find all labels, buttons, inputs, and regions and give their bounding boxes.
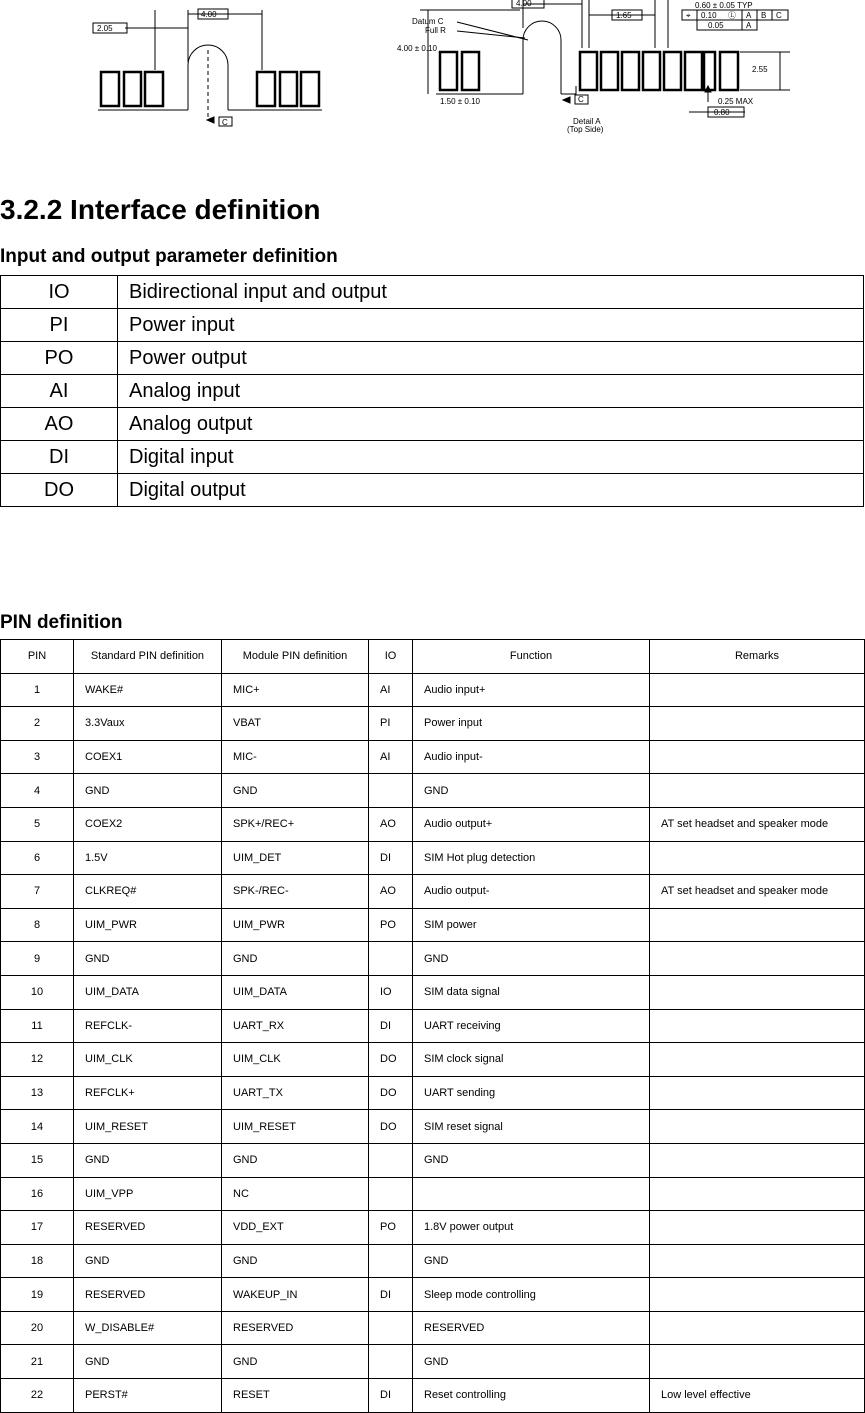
pad	[301, 72, 319, 106]
io-type: DI	[369, 841, 413, 875]
table-row	[1, 807, 865, 841]
table-row	[1, 1143, 865, 1177]
pin-number: 16	[1, 1177, 74, 1211]
position-symbol: ⌖	[686, 11, 691, 20]
standard-pin: RESERVED	[74, 1211, 222, 1245]
module-pin: GND	[222, 1143, 369, 1177]
table-row	[1, 1379, 865, 1413]
frame-modifier: Ⓛ	[728, 11, 736, 20]
function: SIM power	[413, 908, 650, 942]
module-pin: SPK+/REC+	[222, 807, 369, 841]
function: Audio input+	[413, 673, 650, 707]
standard-pin: UIM_VPP	[74, 1177, 222, 1211]
frame-datum: A	[746, 21, 752, 30]
module-pin: UIM_CLK	[222, 1043, 369, 1077]
pin-number: 20	[1, 1311, 74, 1345]
standard-pin: RESERVED	[74, 1278, 222, 1312]
io-description: Power output	[118, 342, 864, 375]
pin-number: 12	[1, 1043, 74, 1077]
standard-pin: GND	[74, 942, 222, 976]
table-row	[1, 774, 865, 808]
pad	[257, 72, 275, 106]
io-type	[369, 1311, 413, 1345]
remarks	[650, 841, 865, 875]
header-module-pin: Module PIN definition	[222, 640, 369, 674]
function: GND	[413, 942, 650, 976]
full-r-label: Full R	[425, 26, 446, 35]
pin-definition-table	[0, 639, 865, 1413]
io-description: Analog input	[118, 375, 864, 408]
pad	[440, 52, 457, 90]
table-row	[1, 875, 865, 909]
pin-number: 8	[1, 908, 74, 942]
frame-value: 0.10	[701, 11, 717, 20]
module-pin: WAKEUP_IN	[222, 1278, 369, 1312]
module-pin: GND	[222, 774, 369, 808]
function: RESERVED	[413, 1311, 650, 1345]
pin-number: 7	[1, 875, 74, 909]
table-row	[1, 975, 865, 1009]
datum-label: C	[222, 118, 228, 127]
remarks	[650, 942, 865, 976]
pad	[280, 72, 297, 106]
function: Audio output+	[413, 807, 650, 841]
io-type: DO	[369, 1076, 413, 1110]
io-description: Power input	[118, 309, 864, 342]
io-description: Analog output	[118, 408, 864, 441]
standard-pin: CLKREQ#	[74, 875, 222, 909]
function: GND	[413, 1143, 650, 1177]
io-type	[369, 774, 413, 808]
io-type: DO	[369, 1043, 413, 1077]
pin-number: 17	[1, 1211, 74, 1245]
header-standard-pin: Standard PIN definition	[74, 640, 222, 674]
remarks	[650, 1345, 865, 1379]
frame-datum: A	[746, 11, 752, 20]
detail-title: Detail A	[573, 117, 601, 126]
pad	[720, 52, 738, 90]
table-row	[1, 908, 865, 942]
standard-pin: PERST#	[74, 1379, 222, 1413]
base-label: 1.50 ± 0.10	[440, 97, 480, 106]
step	[561, 86, 576, 94]
io-type: DI	[369, 1379, 413, 1413]
table-row	[1, 841, 865, 875]
height-label: 4.00 ± 0.10	[397, 44, 437, 53]
module-pin: VDD_EXT	[222, 1211, 369, 1245]
table-row	[1, 441, 864, 474]
remarks: AT set headset and speaker mode	[650, 875, 865, 909]
io-type: DI	[369, 1278, 413, 1312]
detail-subtitle: (Top Side)	[567, 125, 604, 134]
header-pin: PIN	[1, 640, 74, 674]
standard-pin: REFCLK-	[74, 1009, 222, 1043]
table-row	[1, 673, 865, 707]
table-row	[1, 1076, 865, 1110]
function: Audio output-	[413, 875, 650, 909]
pin-table-body	[1, 673, 865, 1412]
module-pin: UIM_DET	[222, 841, 369, 875]
pin-number: 10	[1, 975, 74, 1009]
key-notch	[523, 21, 561, 94]
table-row	[1, 309, 864, 342]
header-remarks: Remarks	[650, 640, 865, 674]
io-code: DO	[1, 474, 118, 507]
table-row	[1, 1244, 865, 1278]
remarks: Low level effective	[650, 1379, 865, 1413]
table-row	[1, 1278, 865, 1312]
dim-label: 2.05	[97, 24, 113, 33]
pin-number: 3	[1, 740, 74, 774]
pin-number: 14	[1, 1110, 74, 1144]
pin-number: 5	[1, 807, 74, 841]
io-description: Digital input	[118, 441, 864, 474]
table-row	[1, 740, 865, 774]
io-type	[369, 1244, 413, 1278]
remarks	[650, 740, 865, 774]
pad	[101, 72, 119, 106]
dim-label: 4.00	[201, 10, 217, 19]
module-pin: UIM_RESET	[222, 1110, 369, 1144]
pin-number: 4	[1, 774, 74, 808]
standard-pin: UIM_CLK	[74, 1043, 222, 1077]
pin-number: 21	[1, 1345, 74, 1379]
pitch-label: 0.80	[714, 108, 730, 117]
datum-arrow	[563, 97, 570, 103]
section-title: 3.2.2 Interface definition	[0, 194, 321, 225]
pad	[462, 52, 479, 90]
table-row	[1, 1110, 865, 1144]
remarks	[650, 1278, 865, 1312]
remarks	[650, 673, 865, 707]
table-row	[1, 1211, 865, 1245]
module-pin: GND	[222, 942, 369, 976]
remarks	[650, 707, 865, 741]
function: GND	[413, 1244, 650, 1278]
pin-number: 6	[1, 841, 74, 875]
function: GND	[413, 1345, 650, 1379]
standard-pin: 3.3Vaux	[74, 707, 222, 741]
function: SIM reset signal	[413, 1110, 650, 1144]
function: SIM Hot plug detection	[413, 841, 650, 875]
standard-pin: REFCLK+	[74, 1076, 222, 1110]
remarks	[650, 1311, 865, 1345]
height2-label: 2.55	[752, 65, 768, 74]
io-type: DO	[369, 1110, 413, 1144]
standard-pin: 1.5V	[74, 841, 222, 875]
frame-datum: B	[761, 11, 767, 20]
module-pin: GND	[222, 1244, 369, 1278]
header-io: IO	[369, 640, 413, 674]
io-type: AO	[369, 875, 413, 909]
tolerance-label: 0.60 ± 0.05 TYP	[695, 1, 753, 10]
remarks	[650, 1043, 865, 1077]
leader	[457, 31, 525, 38]
pad	[622, 52, 639, 90]
function: Power input	[413, 707, 650, 741]
standard-pin: GND	[74, 1143, 222, 1177]
table-row	[1, 342, 864, 375]
module-pin: UIM_DATA	[222, 975, 369, 1009]
standard-pin: GND	[74, 1345, 222, 1379]
io-type	[369, 1143, 413, 1177]
function: Sleep mode controlling	[413, 1278, 650, 1312]
dim-label: 4.00	[516, 0, 532, 8]
pad	[685, 52, 702, 90]
io-type	[369, 1177, 413, 1211]
table-row	[1, 942, 865, 976]
standard-pin: UIM_PWR	[74, 908, 222, 942]
io-type: PI	[369, 707, 413, 741]
left-view	[93, 9, 322, 126]
table-row	[1, 276, 864, 309]
table-row	[1, 1177, 865, 1211]
pin-number: 22	[1, 1379, 74, 1413]
pin-number: 19	[1, 1278, 74, 1312]
connector-drawing-svg	[0, 0, 865, 150]
remarks	[650, 1076, 865, 1110]
remarks	[650, 1009, 865, 1043]
table-row	[1, 707, 865, 741]
function: GND	[413, 774, 650, 808]
io-code: AO	[1, 408, 118, 441]
pin-number: 18	[1, 1244, 74, 1278]
table-header-row	[1, 640, 865, 674]
table-row	[1, 408, 864, 441]
io-type: PO	[369, 908, 413, 942]
standard-pin: COEX1	[74, 740, 222, 774]
io-type: IO	[369, 975, 413, 1009]
module-pin: VBAT	[222, 707, 369, 741]
io-code: PI	[1, 309, 118, 342]
pin-number: 1	[1, 673, 74, 707]
io-type	[369, 1345, 413, 1379]
io-type: AI	[369, 740, 413, 774]
header-function: Function	[413, 640, 650, 674]
module-pin: MIC-	[222, 740, 369, 774]
pad	[643, 52, 660, 90]
io-code: AI	[1, 375, 118, 408]
standard-pin: WAKE#	[74, 673, 222, 707]
table-row	[1, 1311, 865, 1345]
io-type: DI	[369, 1009, 413, 1043]
frame-value: 0.05	[708, 21, 724, 30]
io-code: PO	[1, 342, 118, 375]
table-row	[1, 474, 864, 507]
remarks	[650, 975, 865, 1009]
io-type: AO	[369, 807, 413, 841]
remarks	[650, 908, 865, 942]
function: UART receiving	[413, 1009, 650, 1043]
module-pin: UART_RX	[222, 1009, 369, 1043]
pad	[580, 52, 597, 90]
table-row	[1, 375, 864, 408]
pad	[145, 72, 163, 106]
pin-section-title: PIN definition	[0, 612, 123, 633]
remarks	[650, 1110, 865, 1144]
function: Audio input-	[413, 740, 650, 774]
io-code: IO	[1, 276, 118, 309]
connector-drawing	[0, 0, 865, 150]
standard-pin: UIM_RESET	[74, 1110, 222, 1144]
io-type	[369, 942, 413, 976]
module-pin: RESET	[222, 1379, 369, 1413]
pad	[704, 52, 715, 90]
function: Reset controlling	[413, 1379, 650, 1413]
pad	[664, 52, 681, 90]
remarks	[650, 1177, 865, 1211]
table-row	[1, 1345, 865, 1379]
table-row	[1, 1043, 865, 1077]
dim-label: 1.65	[616, 11, 632, 20]
datum-arrow	[207, 117, 214, 123]
io-code: DI	[1, 441, 118, 474]
module-pin: UIM_PWR	[222, 908, 369, 942]
io-parameter-table	[0, 275, 864, 507]
io-type: AI	[369, 673, 413, 707]
io-type: PO	[369, 1211, 413, 1245]
function: SIM data signal	[413, 975, 650, 1009]
standard-pin: GND	[74, 1244, 222, 1278]
remarks	[650, 1211, 865, 1245]
pin-number: 13	[1, 1076, 74, 1110]
pin-number: 11	[1, 1009, 74, 1043]
standard-pin: W_DISABLE#	[74, 1311, 222, 1345]
module-pin: SPK-/REC-	[222, 875, 369, 909]
datum-label: C	[578, 95, 584, 104]
pin-number: 9	[1, 942, 74, 976]
table-row	[1, 1009, 865, 1043]
module-pin: MIC+	[222, 673, 369, 707]
function: 1.8V power output	[413, 1211, 650, 1245]
io-description: Digital output	[118, 474, 864, 507]
function	[413, 1177, 650, 1211]
pad	[601, 52, 618, 90]
module-pin: UART_TX	[222, 1076, 369, 1110]
standard-pin: GND	[74, 774, 222, 808]
remarks	[650, 1244, 865, 1278]
remarks	[650, 1143, 865, 1177]
module-pin: GND	[222, 1345, 369, 1379]
pin-number: 2	[1, 707, 74, 741]
pin-number: 15	[1, 1143, 74, 1177]
frame-datum: C	[776, 11, 782, 20]
io-section-title: Input and output parameter definition	[0, 246, 338, 267]
module-pin: NC	[222, 1177, 369, 1211]
remarks	[650, 774, 865, 808]
function: SIM clock signal	[413, 1043, 650, 1077]
module-pin: RESERVED	[222, 1311, 369, 1345]
standard-pin: UIM_DATA	[74, 975, 222, 1009]
io-description: Bidirectional input and output	[118, 276, 864, 309]
remarks: AT set headset and speaker mode	[650, 807, 865, 841]
datum-c-label: Datum C	[412, 17, 444, 26]
function: UART sending	[413, 1076, 650, 1110]
standard-pin: COEX2	[74, 807, 222, 841]
pad	[124, 72, 141, 106]
max-label: 0.25 MAX	[718, 97, 754, 106]
